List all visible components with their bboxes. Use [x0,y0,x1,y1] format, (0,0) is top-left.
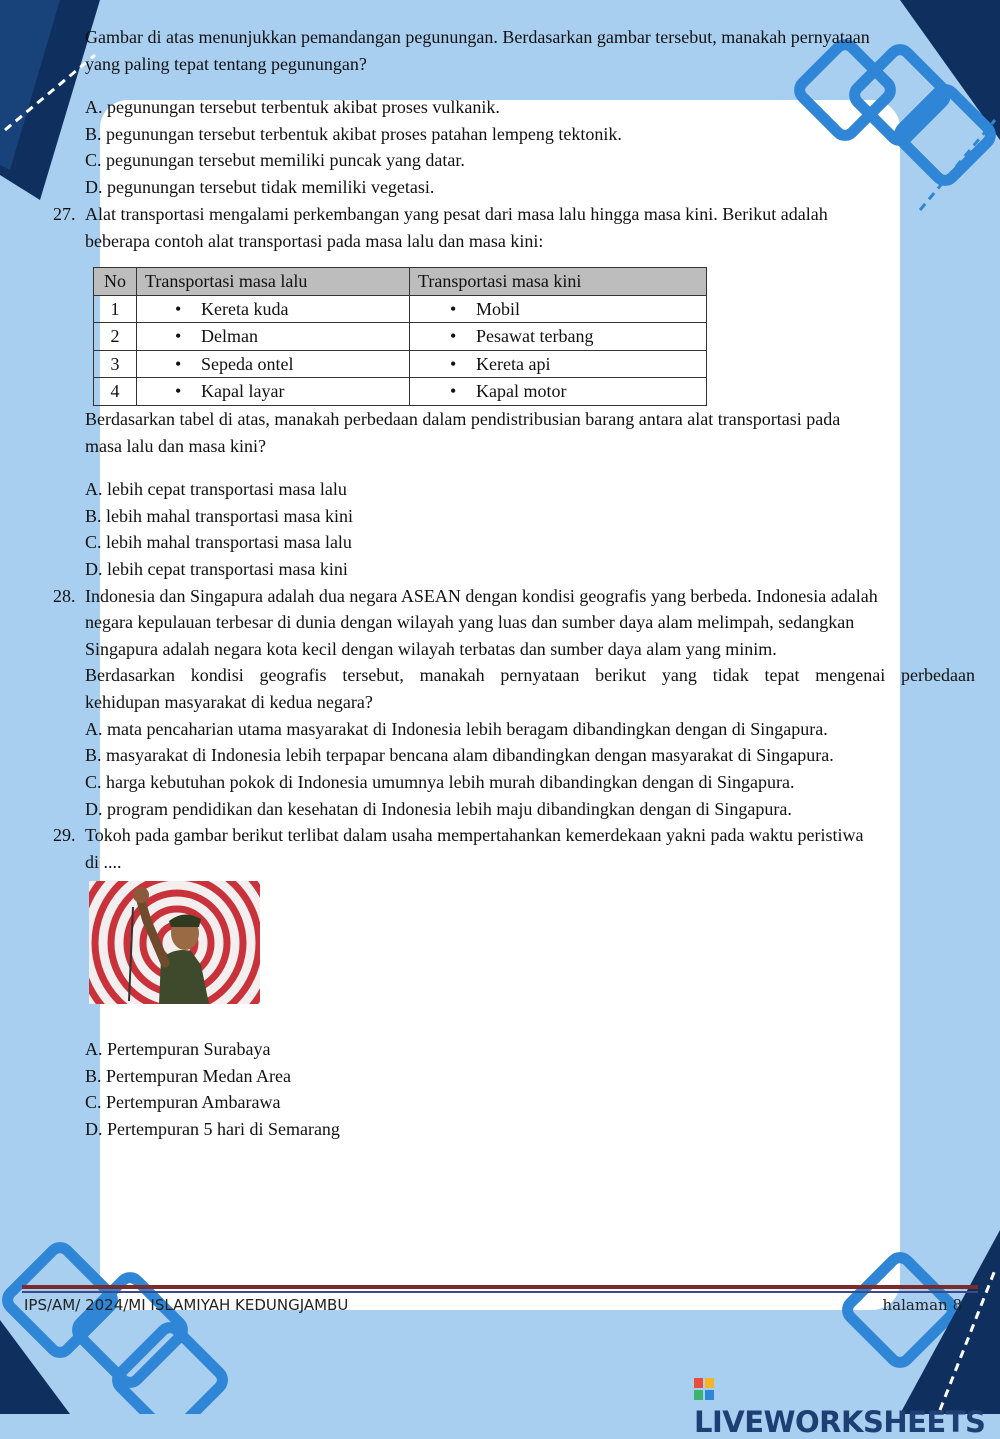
now-transport: Kereta api [476,353,551,374]
table-row [94,378,707,406]
bullet-icon: • [175,353,182,374]
q29-option-d[interactable]: D. Pertempuran 5 hari di Semarang [85,1119,340,1139]
q28-line1: Indonesia dan Singapura adalah dua negara ASEAN dengan kondisi geografis yang berbeda. Indonesia adalah [85,586,878,606]
now-transport: Mobil [476,298,521,319]
footer-divider [22,1285,978,1289]
bullet-icon: • [175,326,182,347]
past-transport: Sepeda ontel [201,353,294,374]
row-no: 1 [94,295,137,323]
table-row [94,350,707,378]
q29-option-b[interactable]: B. Pertempuran Medan Area [85,1066,291,1086]
past-transport: Delman [201,326,258,347]
table-row [94,295,707,323]
q27-option-a[interactable]: A. lebih cepat transportasi masa lalu [85,479,347,499]
liveworksheets-logo-icon [694,1373,714,1395]
q29-number: 29. [53,825,76,845]
q28-option-c[interactable]: C. harga kebutuhan pokok di Indonesia umumnya lebih murah dibandingkan dengan di Singapura. [85,772,795,792]
q29-line2: di .... [85,852,122,872]
q29-option-a[interactable]: A. Pertempuran Surabaya [85,1039,271,1059]
bullet-icon: • [450,381,457,402]
page-number: halaman 8 [882,1296,962,1314]
q29-line1: Tokoh pada gambar berikut terlibat dalam usaha mempertahankan kemerdekaan yakni pada waktu peristiwa [85,825,864,845]
now-transport: Pesawat terbang [476,326,594,347]
q28-option-a[interactable]: A. mata pencaharian utama masyarakat di Indonesia lebih beragam dibandingkan dengan di Singapura. [85,719,828,739]
past-transport: Kereta kuda [201,298,289,319]
q26-option-a[interactable]: A. pegunungan tersebut terbentuk akibat proses vulkanik. [85,97,500,117]
footer-divider-accent [22,1291,978,1293]
q28-line2: negara kepulauan terbesar di dunia dengan wilayah yang luas dan sumber daya alam melimpah, sedangkan [85,612,855,632]
q28-number: 28. [53,586,76,606]
bullet-icon: • [175,298,182,319]
table-row [94,323,707,351]
q27-option-c[interactable]: C. lebih mahal transportasi masa lalu [85,532,352,552]
bullet-icon: • [450,326,457,347]
bullet-icon: • [450,353,457,374]
table-header-past: Transportasi masa lalu [137,268,410,296]
table-header-row [94,268,707,296]
past-transport: Kapal layar [201,381,285,402]
q28-line3: Singapura adalah negara kota kecil dengan wilayah terbatas dan sumber daya alam yang minim. [85,639,777,659]
q27-option-b[interactable]: B. lebih mahal transportasi masa kini [85,506,353,526]
bullet-icon: • [450,298,457,319]
q27-option-d[interactable]: D. lebih cepat transportasi masa kini [85,559,348,579]
historical-figure-photo [89,881,260,1004]
q28-line5: kehidupan masyarakat di kedua negara? [85,692,373,712]
q26-stem-line2: yang paling tepat tentang pegunungan? [85,54,367,74]
q28-option-b[interactable]: B. masyarakat di Indonesia lebih terpapar bencana alam dibandingkan dengan masyarakat di Singapura. [85,745,834,765]
table-header-now: Transportasi masa kini [410,268,707,296]
row-no: 2 [94,323,137,351]
q27-question-line1: Berdasarkan tabel di atas, manakah perbedaan dalam pendistribusian barang antara alat transportasi pada [85,409,841,429]
q26-option-d[interactable]: D. pegunungan tersebut tidak memiliki vegetasi. [85,177,435,197]
q26-stem-line1: Gambar di atas menunjukkan pemandangan pegunungan. Berdasarkan gambar tersebut, manakah pernyataan [85,27,870,47]
liveworksheets-brand[interactable] [694,1371,1000,1439]
now-transport: Kapal motor [476,381,567,402]
q28-line4: Berdasarkan kondisi geografis tersebut, manakah pernyataan berikut yang tidak tepat mengenai perbedaan [85,665,975,685]
footer-left-text: IPS/AM/ 2024/MI ISLAMIYAH KEDUNGJAMBU [24,1296,349,1314]
q28-option-d[interactable]: D. program pendidikan dan kesehatan di Indonesia lebih maju dibandingkan dengan di Singapura. [85,799,792,819]
bullet-icon: • [175,381,182,402]
table-header-no: No [94,268,137,296]
q27-stem-line1: Alat transportasi mengalami perkembangan yang pesat dari masa lalu hingga masa kini. Berikut adalah [85,204,828,224]
brand-text: LIVEWORKSHEETS [694,1405,986,1439]
q27-number: 27. [53,204,76,224]
q27-question-line2: masa lalu dan masa kini? [85,436,266,456]
q27-stem-line2: beberapa contoh alat transportasi pada masa lalu dan masa kini: [85,231,544,251]
q29-option-c[interactable]: C. Pertempuran Ambarawa [85,1092,281,1112]
q26-option-b[interactable]: B. pegunungan tersebut terbentuk akibat proses patahan lempeng tektonik. [85,124,622,144]
q26-option-c[interactable]: C. pegunungan tersebut memiliki puncak yang datar. [85,150,465,170]
row-no: 4 [94,378,137,406]
row-no: 3 [94,350,137,378]
transport-table [93,267,707,406]
